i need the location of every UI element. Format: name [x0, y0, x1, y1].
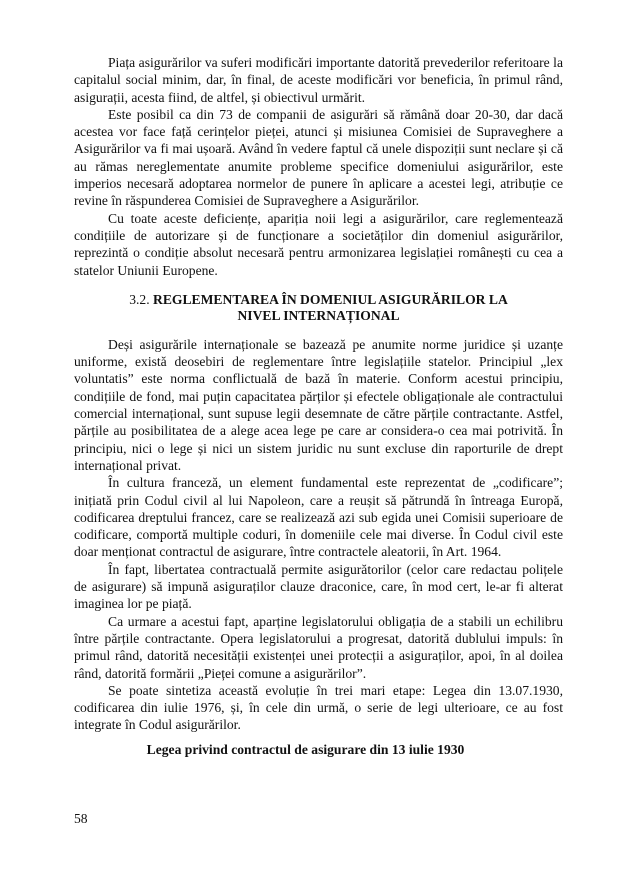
paragraph: Deși asigurările internaționale se bazează pe anumite norme juridice și uzanțe uniforme, există deosebiri de reglementare între legislațiile statelor. Principiul „lex voluntatis” este norma conflictuală de bază în materie. Conform acestui principiu, condițiile de fond, mai puțin capacitatea părților și efectele obligaționale ale contractului comercial internațional, sunt supuse legii desemnate de către părțile contractante. Astfel, părțile au posibilitatea de a alege acea lege pe care ar considera-o cea mai potrivită. În principiu, nici o lege și nici un sistem juridic nu sunt excluse din raporturile de drept internațional privat. [74, 336, 563, 473]
paragraph: În fapt, libertatea contractuală permite asigurătorilor (celor care redactau polițele de asigurare) să impună asiguraților clauze draconice, care, în mod cert, le-ar fi alterat imaginea lor pe piață. [74, 561, 563, 612]
page-number: 58 [74, 811, 88, 826]
paragraph: Cu toate aceste deficiențe, apariția noii legi a asigurărilor, care reglementează condițiile de autorizare și de funcționare a societăților din domeniul asigurărilor, reprezintă o condiție absolut necesară pentru armonizarea legislației românești cu cea a statelor Uniunii Europene. [74, 210, 563, 278]
section-heading [74, 292, 563, 324]
paragraph: Ca urmare a acestui fapt, aparține legislatorului obligația de a stabili un echilibru între părțile contractante. Opera legislatorului a progresat, datorită dublului impuls: în primul rând, datorită necesității existenței unei protecții a asiguraților, apoi, în al doilea rând, datorită formării „Pieței comune a asigurărilor”. [74, 613, 563, 681]
section-title: REGLEMENTAREA ÎN DOMENIUL ASIGURĂRILOR LA NIVEL INTERNAȚIONAL [153, 291, 508, 323]
subheading: Legea privind contractul de asigurare din 13 iulie 1930 [146, 741, 465, 757]
paragraph: În cultura franceză, un element fundamental este reprezentat de „codificare”; inițiată prin Codul civil al lui Napoleon, care a reușit să pătrundă în întreaga Europă, codificarea dreptului francez, care se realizează azi sub egida unei Comisii superioare de codificare, comportă multiple coduri, în domeniile cele mai diverse. În Codul civil este doar menționat contractul de asigurare, între contractele aleatorii, în Art. 1964. [74, 475, 563, 560]
paragraph: Este posibil ca din 73 de companii de asigurări să rămână doar 20-30, dar dacă acestea vor face față cerințelor pieței, atunci și misiunea Comisiei de Supraveghere a Asigurărilor va fi mai ușoară. Având în vedere faptul că unele dispoziții sunt neclare și că au rămas nereglementate anumite probleme specifice domeniului asigurărilor, este imperios necesară adoptarea normelor de punere în aplicare a acestei legi, atribuție ce revine în răspunderea Comisiei de Supraveghere a Asigurărilor. [74, 106, 563, 209]
paragraph: Se poate sintetiza această evoluție în trei mari etape: Legea din 13.07.1930, codificarea din iulie 1976, și, în cele din urmă, o serie de legi ulterioare, ce au fost integrate în Codul asigurărilor. [74, 682, 563, 733]
document-page [74, 54, 563, 758]
section-number: 3.2. [129, 291, 150, 307]
paragraph: Piața asigurărilor va suferi modificări importante datorită prevederilor referitoare la capitalul social minim, dar, în final, de aceste modificări vor beneficia, în primul rând, asigurații, acesta fiind, de altfel, și obiectivul urmărit. [74, 55, 563, 105]
